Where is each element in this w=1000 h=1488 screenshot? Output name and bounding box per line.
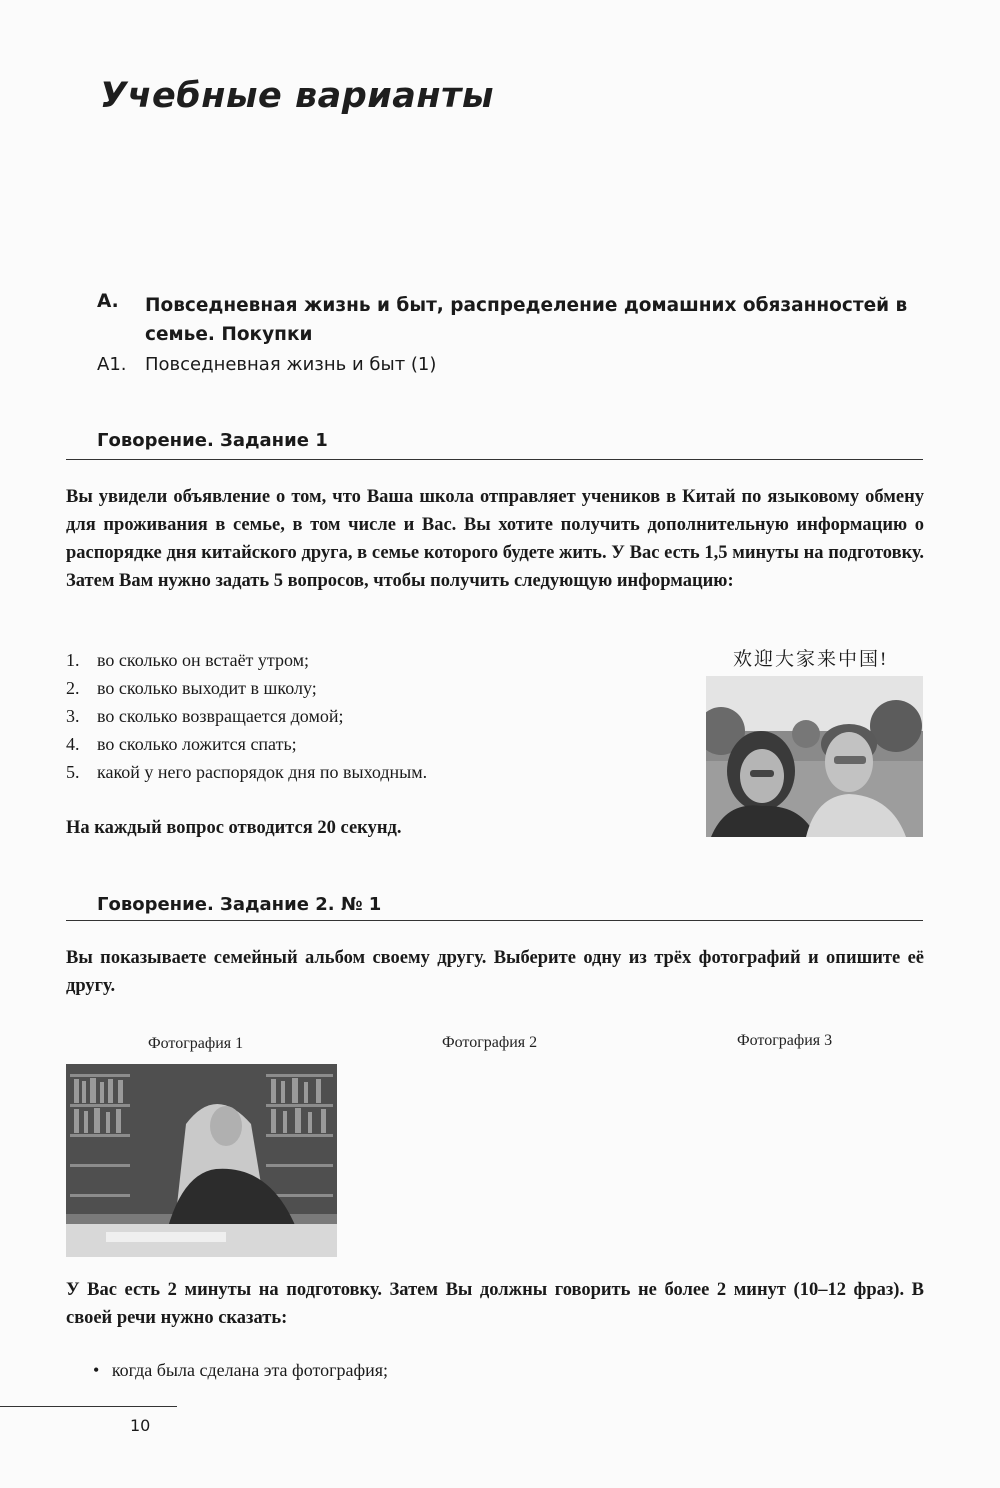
page-title: Учебные варианты <box>100 76 495 116</box>
photo1-caption: Фотография 1 <box>148 1035 244 1052</box>
task2-divider <box>66 920 923 921</box>
list-text: во сколько выходит в школу; <box>97 678 317 698</box>
list-number: 2. <box>66 678 80 698</box>
task2-bullet-item <box>93 1360 388 1381</box>
section-letter: A. <box>97 291 119 312</box>
list-text: во сколько возвращается домой; <box>97 706 344 726</box>
footer-divider <box>0 1406 177 1407</box>
photo-caption-chinese: 欢迎大家来中国! <box>733 649 889 670</box>
list-item <box>66 674 427 702</box>
task1-question-list <box>66 646 427 786</box>
bullet-dot-icon: • <box>93 1360 100 1380</box>
subsection-title: Повседневная жизнь и быт (1) <box>145 354 437 375</box>
task2-prep-instructions: У Вас есть 2 минуты на подготовку. Затем Вы должны говорить не более 2 минут (10–12 фраз). В своей речи нужно сказать: <box>66 1280 924 1328</box>
bullet-text: когда была сделана эта фотография; <box>111 1360 389 1380</box>
task1-heading: Говорение. Задание 1 <box>97 430 328 451</box>
selfie-photo <box>706 676 923 837</box>
section-title: Повседневная жизнь и быт, распределение домашних обязанностей в семье. Покупки <box>145 295 908 345</box>
task1-divider <box>66 459 923 460</box>
list-item <box>66 646 427 674</box>
list-item <box>66 758 427 786</box>
list-item <box>66 730 427 758</box>
task1-time-note: На каждый вопрос отводится 20 секунд. <box>66 818 402 838</box>
page-number: 10 <box>130 1416 151 1435</box>
task1-instructions: Вы увидели объявление о том, что Ваша школа отправляет учеников в Китай по языковому обмену для проживания в семье, в том числе и Вас. Вы хотите получить дополнительную информацию о распорядке дня китайского друга, в семье которого будете жить. У Вас есть 1,5 минуты на подготовку. Затем Вам нужно задать 5 вопросов, чтобы получить следующую информацию: <box>66 487 924 591</box>
photo2-caption: Фотография 2 <box>442 1034 538 1051</box>
list-text: какой у него распорядок дня по выходным. <box>97 762 428 782</box>
list-text: во сколько ложится спать; <box>97 734 297 754</box>
task2-instructions: Вы показываете семейный альбом своему другу. Выберите одну из трёх фотографий и опишите её другу. <box>66 948 924 996</box>
list-number: 1. <box>66 650 80 670</box>
task2-heading: Говорение. Задание 2. № 1 <box>97 894 382 915</box>
list-number: 5. <box>66 762 80 782</box>
list-text: во сколько он встаёт утром; <box>97 650 310 670</box>
list-number: 4. <box>66 734 80 754</box>
list-item <box>66 702 427 730</box>
photo3-caption: Фотография 3 <box>737 1032 833 1049</box>
library-photo <box>66 1064 337 1257</box>
subsection-number: A1. <box>97 354 127 375</box>
list-number: 3. <box>66 706 80 726</box>
